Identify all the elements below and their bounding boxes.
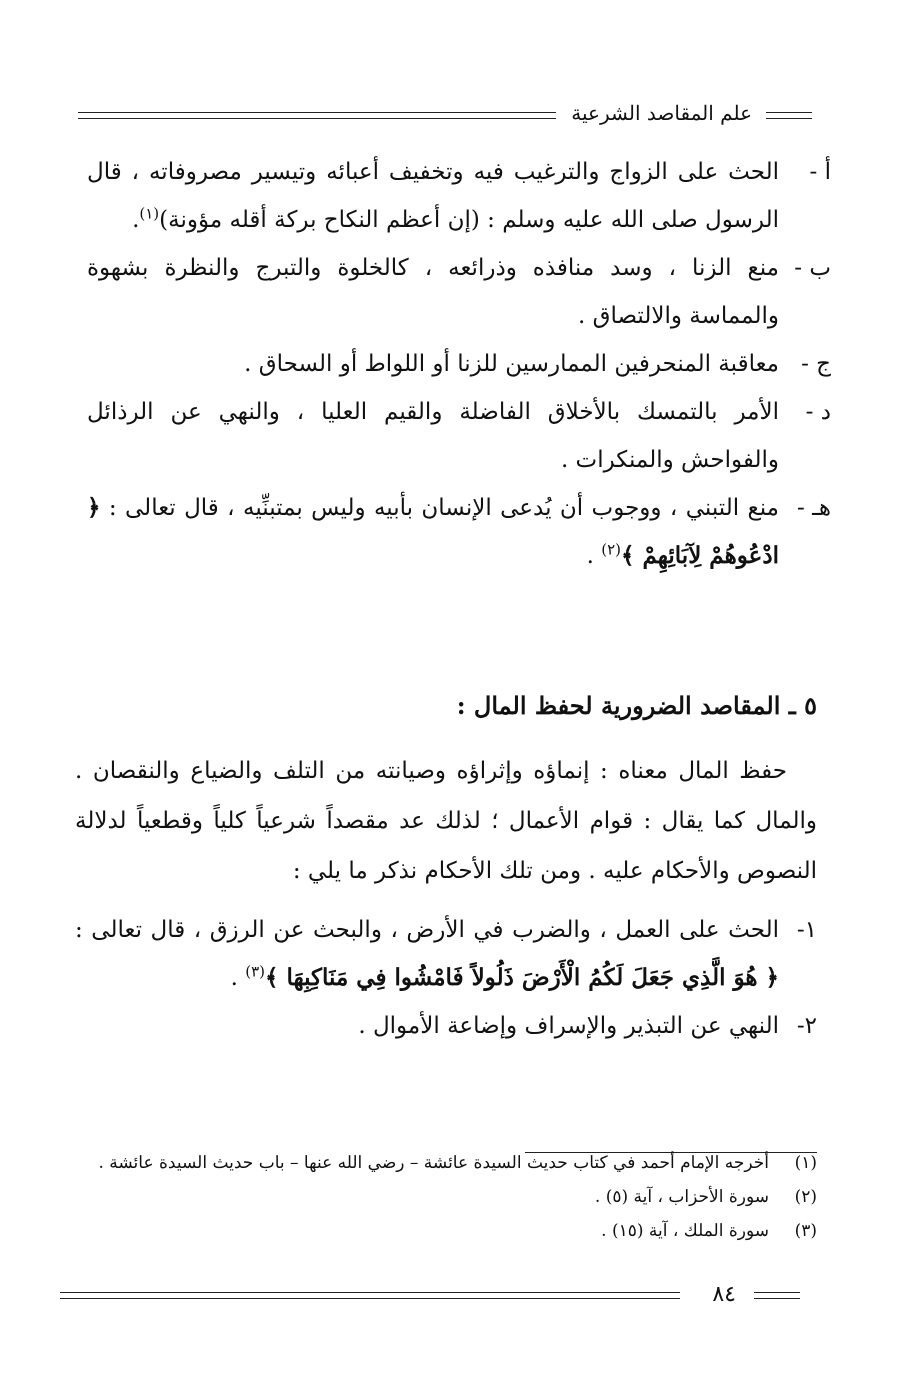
numbered-item-text: النهي عن التبذير والإسراف وإضاعة الأموال .	[358, 1013, 779, 1039]
list-item	[87, 340, 831, 388]
footnote-number: (٢)	[794, 1187, 817, 1207]
quran-quote: ﴿ هُوَ الَّذِي جَعَلَ لَكُمُ الْأَرْضَ ذَلُولاً فَامْشُوا فِي مَنَاكِبِهَا ﴾	[265, 964, 779, 991]
list-item	[87, 388, 831, 484]
list-item-text: منع التبني ، ووجوب أن يُدعى الإنسان بأبيه وليس بمتبنِّيه ، قال تعالى :	[108, 495, 779, 521]
list-item-marker: هـ -	[797, 495, 831, 521]
list-item-text: منع الزنا ، وسد منافذه وذرائعه ، كالخلوة والتبرج والنظرة بشهوة والمماسة والالتصاق .	[87, 255, 779, 329]
list-item-marker: ج -	[801, 351, 831, 377]
footnote-text: أخرجه الإمام أحمد في كتاب حديث السيدة عائشة – رضي الله عنها – باب حديث السيدة عائشة .	[98, 1153, 769, 1173]
header-title: علم المقاصد الشرعية	[571, 101, 752, 125]
numbered-item-marker: ١-	[796, 917, 817, 943]
header-rule-right	[766, 112, 812, 119]
main-list	[87, 148, 831, 580]
footer-rule-left	[60, 1292, 680, 1299]
list-item-marker: ب -	[794, 255, 831, 281]
numbered-list	[75, 906, 817, 1050]
page-number: ٨٤	[712, 1282, 736, 1307]
footnote	[77, 1214, 817, 1248]
list-item-text: الحث على الزواج والترغيب فيه وتخفيف أعبائه وتيسير مصروفاته ، قال الرسول صلى الله عليه وسلم : (إن أعظم النكاح بركة أقله مؤونة)	[87, 159, 779, 233]
numbered-item	[75, 906, 817, 1002]
footnote-text: سورة الأحزاب ، آية (٥) .	[594, 1187, 769, 1207]
quran-quote: ﴿ ادْعُوهُمْ لِآبَائِهِمْ ﴾	[87, 494, 779, 569]
list-item	[87, 244, 831, 340]
running-header	[72, 98, 812, 132]
header-rule-left	[78, 112, 556, 119]
list-item-marker: د -	[805, 399, 831, 425]
footnote-reference: (٣)	[245, 962, 266, 981]
footer-rule-right	[754, 1292, 800, 1299]
list-item-text: الأمر بالتمسك بالأخلاق الفاضلة والقيم العليا ، والنهي عن الرذائل والفواحش والمنكرات .	[87, 399, 779, 473]
section-heading: ٥ ـ المقاصد الضرورية لحفظ المال :	[456, 691, 817, 720]
list-item-tail: .	[132, 207, 140, 233]
list-item	[87, 148, 831, 244]
numbered-item-text: الحث على العمل ، والضرب في الأرض ، والبحث عن الرزق ، قال تعالى :	[75, 917, 779, 943]
footnote-reference: (٢)	[601, 540, 621, 559]
footnotes	[77, 1146, 817, 1248]
footnote-text: سورة الملك ، آية (١٥) .	[601, 1221, 769, 1241]
footnote	[77, 1180, 817, 1214]
numbered-item-tail: .	[230, 965, 238, 991]
section-paragraph: حفظ المال معناه : إنماؤه وإثراؤه وصيانته من التلف والضياع والنقصان . والمال كما يقال : قوام الأعمال ؛ لذلك عد مقصداً شرعياً كلياً وقطعياً لدلالة النصوص والأحكام عليه . ومن تلك الأحكام نذكر ما يلي :	[75, 758, 817, 884]
numbered-item-marker: ٢-	[796, 1013, 817, 1039]
section-body	[75, 746, 817, 1050]
footnote	[77, 1146, 817, 1180]
footnote-number: (٣)	[794, 1221, 817, 1241]
list-item-marker: أ -	[809, 159, 831, 185]
footnote-number: (١)	[794, 1153, 817, 1173]
page-footer	[60, 1278, 800, 1314]
footnote-reference: (١)	[139, 204, 160, 223]
numbered-item	[75, 1002, 817, 1050]
list-item-tail: .	[586, 543, 594, 569]
list-item	[87, 484, 831, 580]
list-item-text: معاقبة المنحرفين الممارسين للزنا أو اللواط أو السحاق .	[244, 351, 779, 377]
